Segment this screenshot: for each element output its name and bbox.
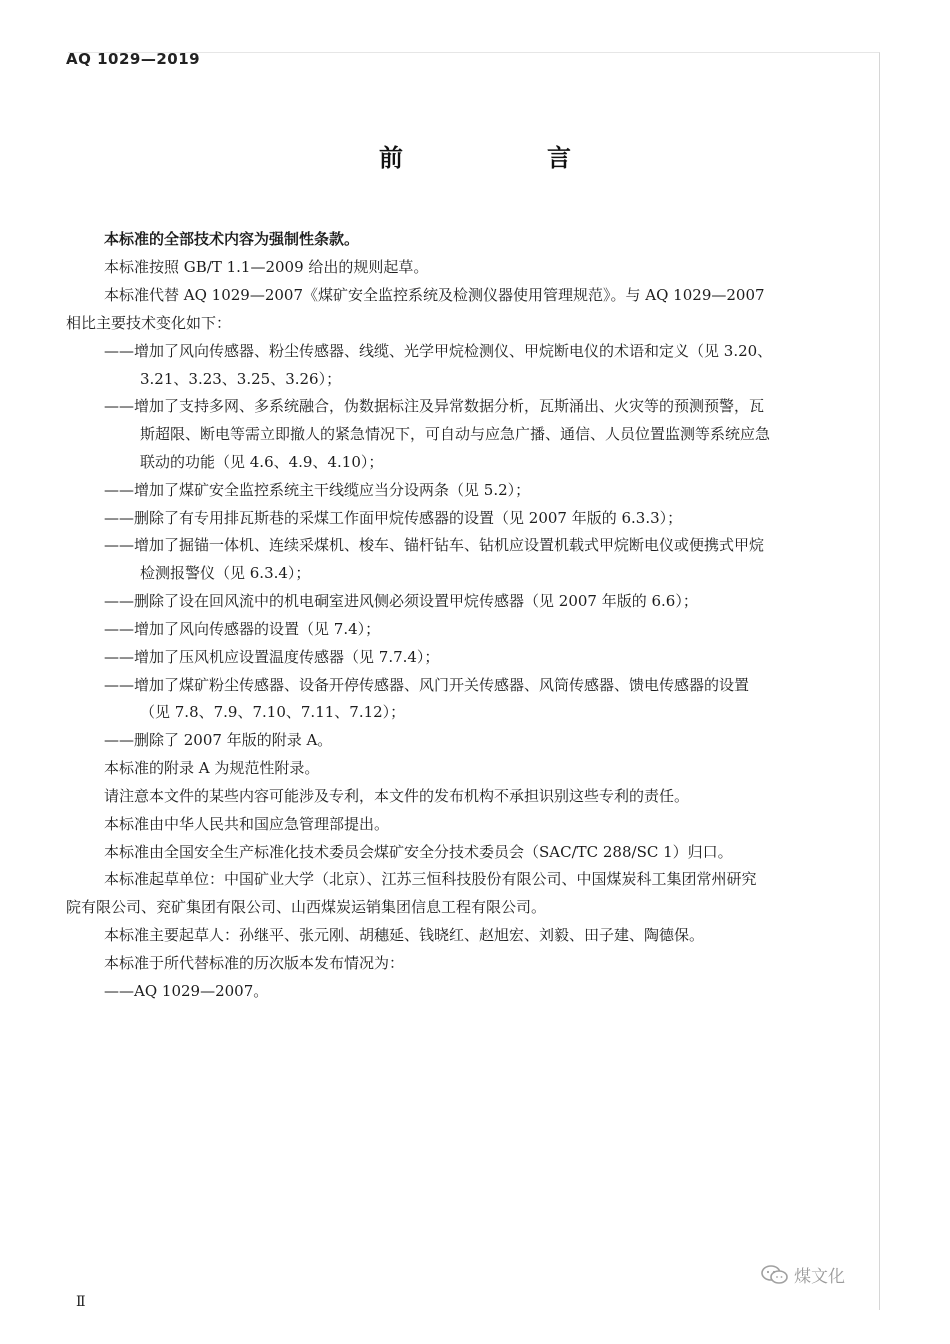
watermark-text: 煤文化 (794, 1267, 845, 1287)
list-item-line: ——增加了压风机应设置温度传感器（见 7.7.4）； (104, 648, 440, 666)
paragraph-line: 院有限公司、兖矿集团有限公司、山西煤炭运销集团信息工程有限公司。 (66, 898, 547, 916)
paragraph-line: 本标准的附录 A 为规范性附录。 (104, 759, 320, 777)
list-item-line: ——增加了风向传感器的设置（见 7.4）； (104, 620, 381, 638)
list-item-line: ——增加了煤矿安全监控系统主干线缆应当分设两条（见 5.2）； (104, 481, 531, 499)
page-number: Ⅱ (76, 1294, 86, 1310)
paragraph-line: 请注意本文件的某些内容可能涉及专利，本文件的发布机构不承担识别这些专利的责任。 (104, 787, 690, 805)
list-item-continuation: （见 7.8、7.9、7.10、7.11、7.12）； (140, 703, 406, 721)
list-item-line: ——增加了煤矿粉尘传感器、设备开停传感器、风门开关传感器、风筒传感器、馈电传感器的设置 (104, 676, 750, 694)
standard-code-header: AQ 1029—2019 (66, 50, 201, 68)
paragraph-line: 本标准代替 AQ 1029—2007《煤矿安全监控系统及检测仪器使用管理规范》。与 AQ 1029—2007 (104, 286, 765, 304)
list-item-continuation: 3.21、3.23、3.25、3.26）； (140, 370, 342, 388)
paragraph-line: 相比主要技术变化如下： (66, 314, 232, 332)
watermark (760, 1262, 845, 1287)
paragraph-line: 本标准的全部技术内容为强制性条款。 (104, 230, 360, 248)
paragraph-line: 本标准主要起草人：孙继平、张元刚、胡穗延、钱晓红、赵旭宏、刘毅、田子建、陶德保。 (104, 926, 705, 944)
list-item-line: ——删除了 2007 年版的附录 A。 (104, 731, 333, 749)
list-item-line: ——AQ 1029—2007。 (104, 982, 269, 1000)
list-item-line: ——删除了设在回风流中的机电硐室进风侧必须设置甲烷传感器（见 2007 年版的 6.6）； (104, 592, 698, 610)
list-item-line: ——增加了掘锚一体机、连续采煤机、梭车、锚杆钻车、钻机应设置机载式甲烷断电仪或便携式甲烷 (104, 536, 765, 554)
paragraph-line: 本标准由全国安全生产标准化技术委员会煤矿安全分技术委员会（SAC/TC 288/SC 1）归口。 (104, 843, 733, 861)
page-title: 前 言 (379, 144, 631, 172)
list-item-line: ——增加了风向传感器、粉尘传感器、线缆、光学甲烷检测仪、甲烷断电仪的术语和定义（见 3.20、 (104, 342, 773, 360)
paragraph-line: 本标准由中华人民共和国应急管理部提出。 (104, 815, 390, 833)
paragraph-line: 本标准起草单位：中国矿业大学（北京）、江苏三恒科技股份有限公司、中国煤炭科工集团常州研究 (104, 870, 757, 888)
wechat-icon (760, 1264, 790, 1286)
list-item-line: ——删除了有专用排瓦斯巷的采煤工作面甲烷传感器的设置（见 2007 年版的 6.3.3）； (104, 509, 683, 527)
list-item-line: ——增加了支持多网、多系统融合，伪数据标注及异常数据分析，瓦斯涌出、火灾等的预测预警，瓦 (104, 397, 765, 415)
list-item-continuation: 联动的功能（见 4.6、4.9、4.10）； (140, 453, 384, 471)
list-item-continuation: 斯超限、断电等需立即撤人的紧急情况下，可自动与应急广播、通信、人员位置监测等系统应急 (140, 425, 771, 443)
list-item-continuation: 检测报警仪（见 6.3.4）； (140, 564, 311, 582)
paragraph-line: 本标准按照 GB/T 1.1—2009 给出的规则起草。 (104, 258, 429, 276)
paragraph-line: 本标准于所代替标准的历次版本发布情况为： (104, 954, 405, 972)
